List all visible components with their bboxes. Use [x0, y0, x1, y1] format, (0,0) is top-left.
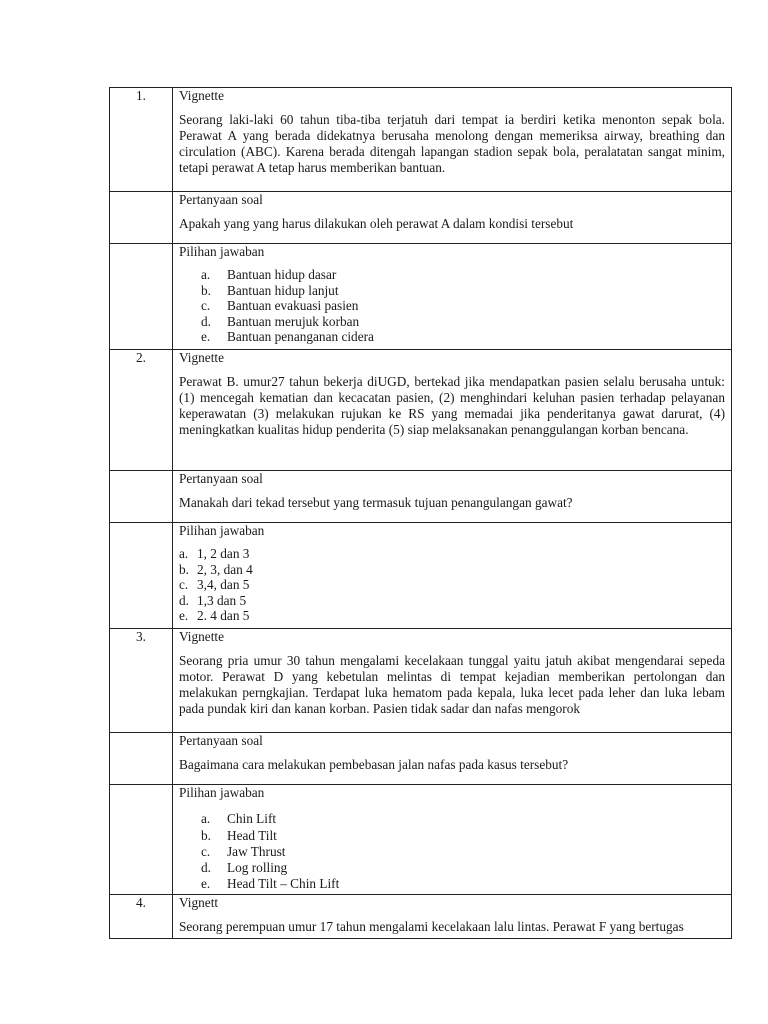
- q2-options-label: Pilihan jawaban: [179, 523, 265, 538]
- q2-options-row: [110, 523, 732, 629]
- q2-options-cell: [173, 523, 732, 629]
- q1-option-c[interactable]: c. Bantuan evakuasi pasien: [201, 298, 359, 313]
- q4-vignette-row: [110, 895, 732, 939]
- q2-option-d[interactable]: d. 1,3 dan 5: [179, 592, 247, 608]
- q3-option-d[interactable]: d. Log rolling: [201, 860, 288, 875]
- q3-question-row: [110, 733, 732, 785]
- q1-option-d[interactable]: d. Bantuan merujuk korban: [201, 313, 360, 329]
- q1-options-list: [179, 267, 725, 345]
- q1-question-row: [110, 192, 732, 244]
- q3-vignette-text: Seorang pria umur 30 tahun mengalami kecelakaan tunggal yaitu jatuh akibat mengendarai sepeda motor. Perawat D yang kebetulan melintas di tempat kejadian memberikan pertolongan dan melakukan perngkajian. Terdapat luka hematom pada kepala, luka lecet pada leher dan luka lebam pada pundak kiri dan kanan korban. Pasien tidak sadar dan nafas mengorok: [179, 653, 725, 716]
- q2-question-text: Manakah dari tekad tersebut yang termasuk tujuan penangulangan gawat?: [179, 495, 573, 510]
- q3-option-c[interactable]: c. Jaw Thrust: [201, 844, 286, 859]
- q2-vignette-cell: [173, 350, 732, 471]
- q2-question-row: [110, 471, 732, 523]
- q2-number: 2.: [110, 350, 173, 471]
- q1-question-cell: [173, 192, 732, 244]
- q2-options-list: [179, 546, 725, 624]
- q1-question-label: Pertanyaan soal: [179, 192, 263, 207]
- q3-question-label: Pertanyaan soal: [179, 733, 263, 748]
- question-table: [109, 87, 732, 939]
- q2-vignette-text: Perawat B. umur27 tahun bekerja diUGD, bertekad jika mendapatkan pasien selalu berusaha untuk: (1) mencegah kematian dan kecacatan pasien, (2) menghindari keluhan pasien terhadap pelayanan keperawatan (3) melakukan rujukan ke RS yang memadai jika penderitanya gawat darurat, (4) meningkatkan kualitas hidup penderita (5) siap melaksanakan penanggulangan korban bencana.: [179, 374, 725, 437]
- q1-question-text: Apakah yang yang harus dilakukan oleh perawat A dalam kondisi tersebut: [179, 216, 574, 231]
- q1-option-a[interactable]: a. Bantuan hidup dasar: [201, 267, 337, 282]
- q1-options-label: Pilihan jawaban: [179, 244, 265, 259]
- q1-options-row: [110, 244, 732, 350]
- q1-vignette-cell: [173, 88, 732, 192]
- q1-vignette-label: Vignette: [179, 88, 224, 103]
- q1-number: 1.: [110, 88, 173, 192]
- q2-question-label: Pertanyaan soal: [179, 471, 263, 486]
- q3-options-label: Pilihan jawaban: [179, 785, 265, 800]
- q1-option-b[interactable]: b. Bantuan hidup lanjut: [201, 282, 339, 298]
- q4-vignette-cell: [173, 895, 732, 939]
- q2-option-b[interactable]: b. 2, 3, dan 4: [179, 561, 253, 577]
- q1-vignette-row: [110, 88, 732, 192]
- q4-vignette-text: Seorang perempuan umur 17 tahun mengalami kecelakaan lalu lintas. Perawat F yang bertugas: [179, 919, 684, 934]
- q2-option-e[interactable]: e. 2. 4 dan 5: [179, 608, 250, 623]
- q3-number: 3.: [110, 629, 173, 733]
- q3-options-row: [110, 785, 732, 895]
- q3-question-cell: [173, 733, 732, 785]
- q3-question-text: Bagaimana cara melakukan pembebasan jalan nafas pada kasus tersebut?: [179, 757, 569, 772]
- q1-vignette-text: Seorang laki-laki 60 tahun tiba-tiba terjatuh dari tempat ia berdiri ketika menonton sepak bola. Perawat A yang berada didekatnya berusaha menolong dengan memeriksa airway, breathing dan circulation (ABC). Karena berada ditengah lapangan stadion sepak bola, peralatatan sangat minim, tetapi perawat A tetap harus memberikan bantuan.: [179, 112, 725, 175]
- q3-vignette-cell: [173, 629, 732, 733]
- q2-question-cell: [173, 471, 732, 523]
- q2-vignette-label: Vignette: [179, 350, 224, 365]
- q3-option-e[interactable]: e. Head Tilt – Chin Lift: [201, 876, 340, 891]
- q3-option-b[interactable]: b. Head Tilt: [201, 828, 277, 843]
- q2-option-c[interactable]: c. 3,4, dan 5: [179, 577, 250, 592]
- q1-options-cell: [173, 244, 732, 350]
- q1-option-e[interactable]: e. Bantuan penanganan cidera: [201, 329, 374, 344]
- q3-vignette-label: Vignette: [179, 629, 224, 644]
- q3-options-cell: [173, 785, 732, 895]
- q3-vignette-row: [110, 629, 732, 733]
- q3-option-a[interactable]: a. Chin Lift: [201, 811, 277, 826]
- q4-number: 4.: [110, 895, 173, 939]
- q4-vignette-label: Vignett: [179, 895, 219, 910]
- q2-option-a[interactable]: a. 1, 2 dan 3: [179, 546, 250, 561]
- q2-vignette-row: [110, 350, 732, 471]
- q3-options-list: [179, 810, 725, 892]
